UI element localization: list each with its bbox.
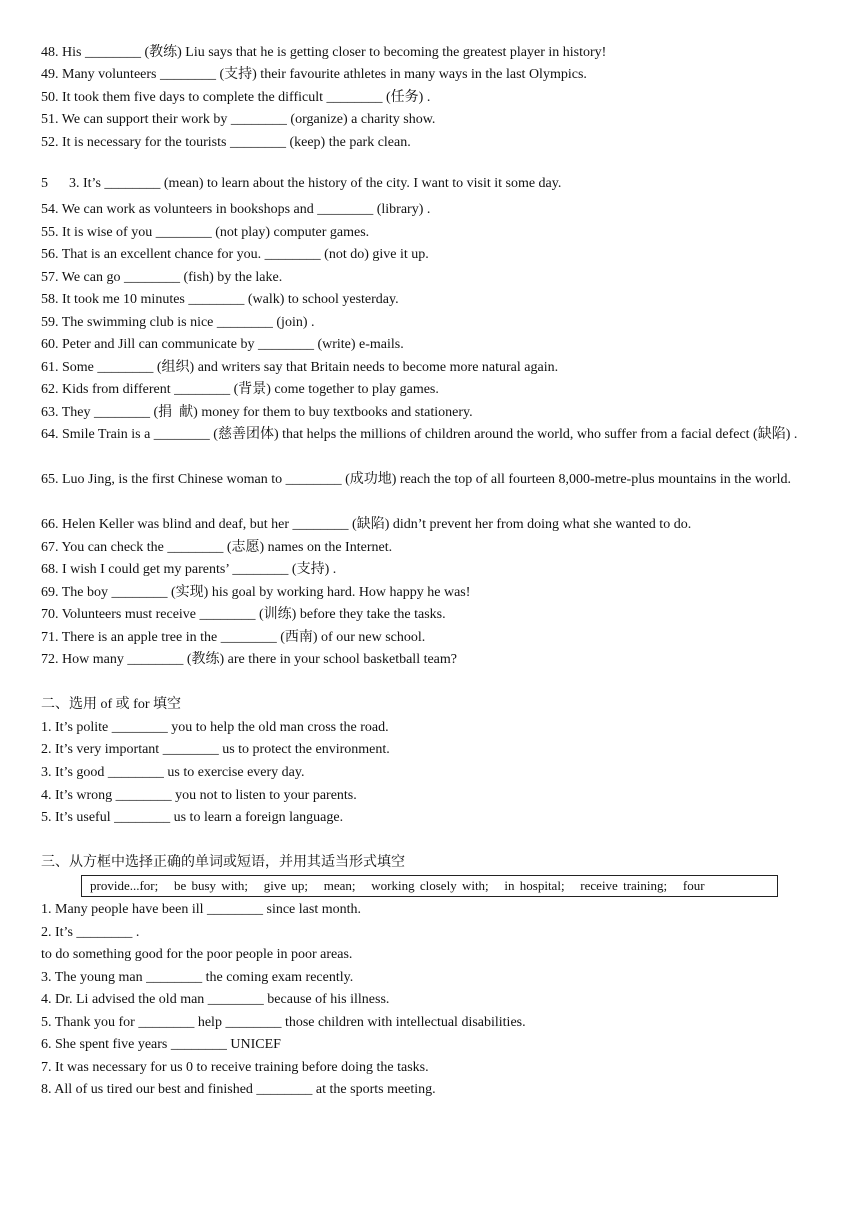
section-3-item: 7. It was necessary for us 0 to receive training before doing the tasks.: [41, 1060, 429, 1075]
section-2-item: 2. It’s very important ________ us to protect the environment.: [41, 742, 390, 757]
question-70: 70. Volunteers must receive ________ (训练) before they take the tasks.: [41, 607, 446, 622]
question-65: 65. Luo Jing, is the first Chinese woman to ________ (成功地) reach the top of all fourteen 8,000-metre-plus mountains in the world.: [41, 472, 792, 487]
question-60: 60. Peter and Jill can communicate by ________ (write) e-mails.: [41, 337, 404, 352]
question-69: 69. The boy ________ (实现) his goal by working hard. How happy he was!: [41, 585, 471, 600]
section-3-item: 3. The young man ________ the coming exam recently.: [41, 970, 354, 985]
section-2-item: 4. It’s wrong ________ you not to listen to your parents.: [41, 788, 357, 803]
question-58: 58. It took me 10 minutes ________ (walk) to school yesterday.: [41, 292, 399, 307]
section-2-item: 5. It’s useful ________ us to learn a foreign language.: [41, 810, 344, 825]
question-54: 54. We can work as volunteers in bookshops and ________ (library) .: [41, 202, 431, 217]
question-55: 55. It is wise of you ________ (not play) computer games.: [41, 225, 370, 240]
section-2-item: 3. It’s good ________ us to exercise every day.: [41, 765, 305, 780]
question-72: 72. How many ________ (教练) are there in your school basketball team?: [41, 652, 458, 667]
question-48: 48. His ________ (教练) Liu says that he is getting closer to becoming the greatest player in history!: [41, 45, 607, 60]
question-50: 50. It took them five days to complete the difficult ________ (任务) .: [41, 90, 431, 105]
section-2-item: 1. It’s polite ________ you to help the old man cross the road.: [41, 720, 389, 735]
question-51: 51. We can support their work by ________ (organize) a charity show.: [41, 112, 436, 127]
question-53: 5 3. It’s ________ (mean) to learn about the history of the city. I want to visit it some day.: [41, 176, 562, 191]
question-68: 68. I wish I could get my parents’ ________ (支持) .: [41, 562, 337, 577]
question-49: 49. Many volunteers ________ (支持) their favourite athletes in many ways in the last Olympics.: [41, 67, 587, 82]
question-59: 59. The swimming club is nice ________ (join) .: [41, 315, 315, 330]
section-3-item: 1. Many people have been ill ________ since last month.: [41, 902, 361, 917]
section-3-item: 5. Thank you for ________ help ________ those children with intellectual disabilities.: [41, 1015, 526, 1030]
question-66: 66. Helen Keller was blind and deaf, but her ________ (缺陷) didn’t prevent her from doing what she wanted to do.: [41, 517, 692, 532]
word-box: provide...for; be busy with; give up; mean; working closely with; in hospital; receive training; four: [81, 875, 778, 897]
question-67: 67. You can check the ________ (志愿) names on the Internet.: [41, 540, 393, 555]
question-56: 56. That is an excellent chance for you. ________ (not do) give it up.: [41, 247, 429, 262]
section-3-item: 4. Dr. Li advised the old man ________ because of his illness.: [41, 992, 390, 1007]
question-52: 52. It is necessary for the tourists ________ (keep) the park clean.: [41, 135, 411, 150]
section-3-item: 8. All of us tired our best and finished ________ at the sports meeting.: [41, 1082, 436, 1097]
section-2-title: 二、选用 of 或 for 填空: [41, 697, 181, 712]
question-57: 57. We can go ________ (fish) by the lake.: [41, 270, 283, 285]
section-3-item: 2. It’s ________ .: [41, 925, 140, 940]
section-3-item: 6. She spent five years ________ UNICEF: [41, 1037, 281, 1052]
question-62: 62. Kids from different ________ (背景) come together to play games.: [41, 382, 439, 397]
question-64: 64. Smile Train is a ________ (慈善团体) that helps the millions of children around the world, who suffer from a facial defect (缺陷) .: [41, 427, 798, 442]
question-63: 63. They ________ (捐 献) money for them to buy textbooks and stationery.: [41, 405, 473, 420]
question-71: 71. There is an apple tree in the ________ (西南) of our new school.: [41, 630, 426, 645]
section-3-title: 三、从方框中选择正确的单词或短语，并用其适当形式填空: [41, 855, 405, 870]
question-61: 61. Some ________ (组织) and writers say that Britain needs to become more natural again.: [41, 360, 559, 375]
section-3-item: to do something good for the poor people in poor areas.: [41, 947, 353, 962]
